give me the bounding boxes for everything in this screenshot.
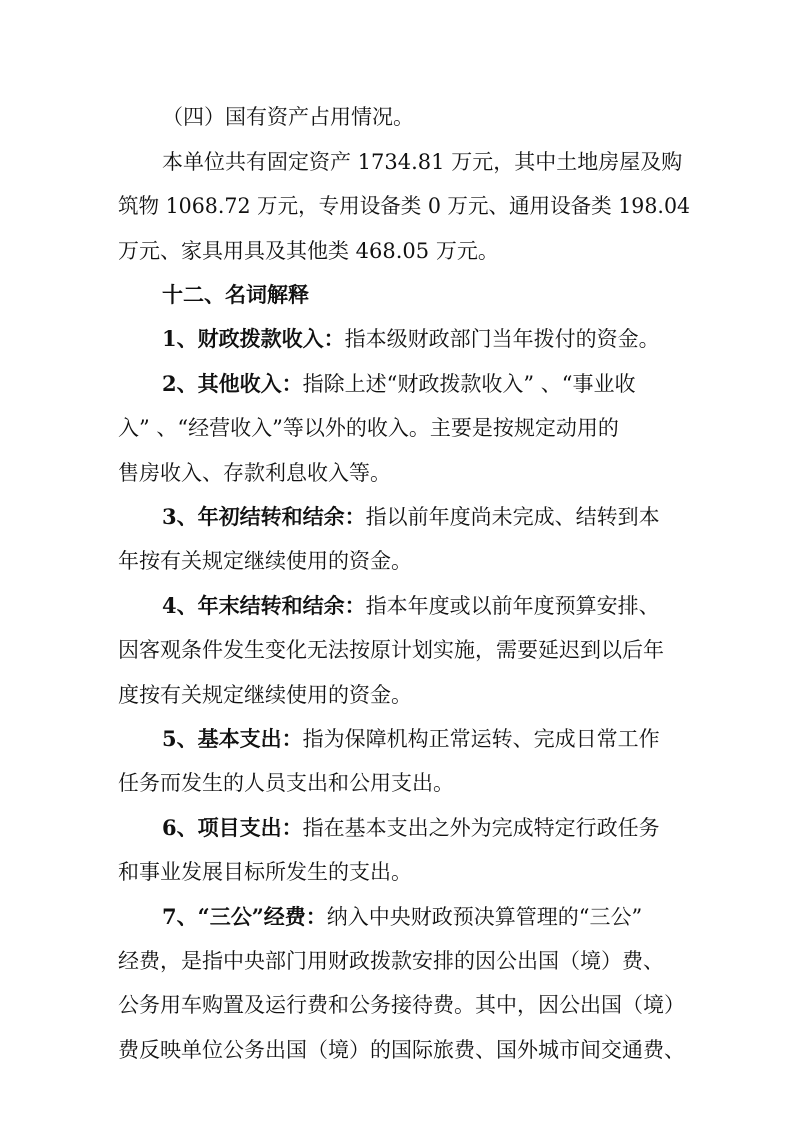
paragraph-line: 经费，是指中央部门用财政拨款安排的因公出国（境）费、	[118, 949, 664, 973]
term-definition: 指以前年度尚未完成、结转到本	[365, 505, 660, 529]
term-label: 3、年初结转和结余：	[162, 504, 366, 529]
term-label: 6、项目支出：	[162, 815, 303, 840]
paragraph-line: 因客观条件发生变化无法按原计划实施，需要延迟到以后年	[118, 638, 664, 662]
term-label: 5、基本支出：	[162, 726, 303, 751]
term-label: 2、其他收入：	[162, 371, 303, 396]
term-label: 1、财政拨款收入：	[162, 326, 345, 351]
term-definition: 纳入中央财政预决算管理的“三公”	[326, 905, 643, 929]
paragraph-line: 任务而发生的人员支出和公用支出。	[118, 771, 454, 795]
paragraph-line: 公务用车购置及运行费和公务接待费。其中，因公出国（境）	[118, 993, 685, 1017]
term-definition: 指除上述“财政拨款收入” 、“事业收	[302, 372, 636, 396]
paragraph-line: 入” 、“经营收入”等以外的收入。主要是按规定动用的	[118, 416, 619, 440]
term-label: 7、“三公”经费：	[162, 904, 327, 929]
term-line	[162, 725, 660, 753]
section-heading-glossary: 十二、名词解释	[162, 282, 309, 307]
paragraph-line: 和事业发展目标所发生的支出。	[118, 860, 412, 884]
term-definition: 指本级财政部门当年拨付的资金。	[344, 327, 660, 351]
term-line	[162, 592, 660, 620]
term-line	[162, 325, 660, 353]
paragraph-line: 费反映单位公务出国（境）的国际旅费、国外城市间交通费、	[118, 1038, 685, 1062]
paragraph-line: 本单位共有固定资产 1734.81 万元，其中土地房屋及购	[162, 150, 683, 174]
paragraph-line: 年按有关规定继续使用的资金。	[118, 549, 412, 573]
paragraph-line: 万元、家具用具及其他类 468.05 万元。	[118, 239, 499, 263]
paragraph-line: 筑物 1068.72 万元，专用设备类 0 万元、通用设备类 198.04	[118, 194, 691, 218]
paragraph-line: 度按有关规定继续使用的资金。	[118, 683, 412, 707]
term-line	[162, 503, 660, 531]
term-line	[162, 814, 660, 842]
term-label: 4、年末结转和结余：	[162, 593, 366, 618]
term-definition: 指在基本支出之外为完成特定行政任务	[302, 816, 660, 840]
paragraph-line: 售房收入、存款利息收入等。	[118, 461, 391, 485]
term-definition: 指本年度或以前年度预算安排、	[365, 594, 660, 618]
term-line	[162, 370, 636, 398]
term-definition: 指为保障机构正常运转、完成日常工作	[302, 727, 660, 751]
term-line	[162, 903, 642, 931]
section-heading-assets: （四）国有资产占用情况。	[162, 105, 414, 129]
